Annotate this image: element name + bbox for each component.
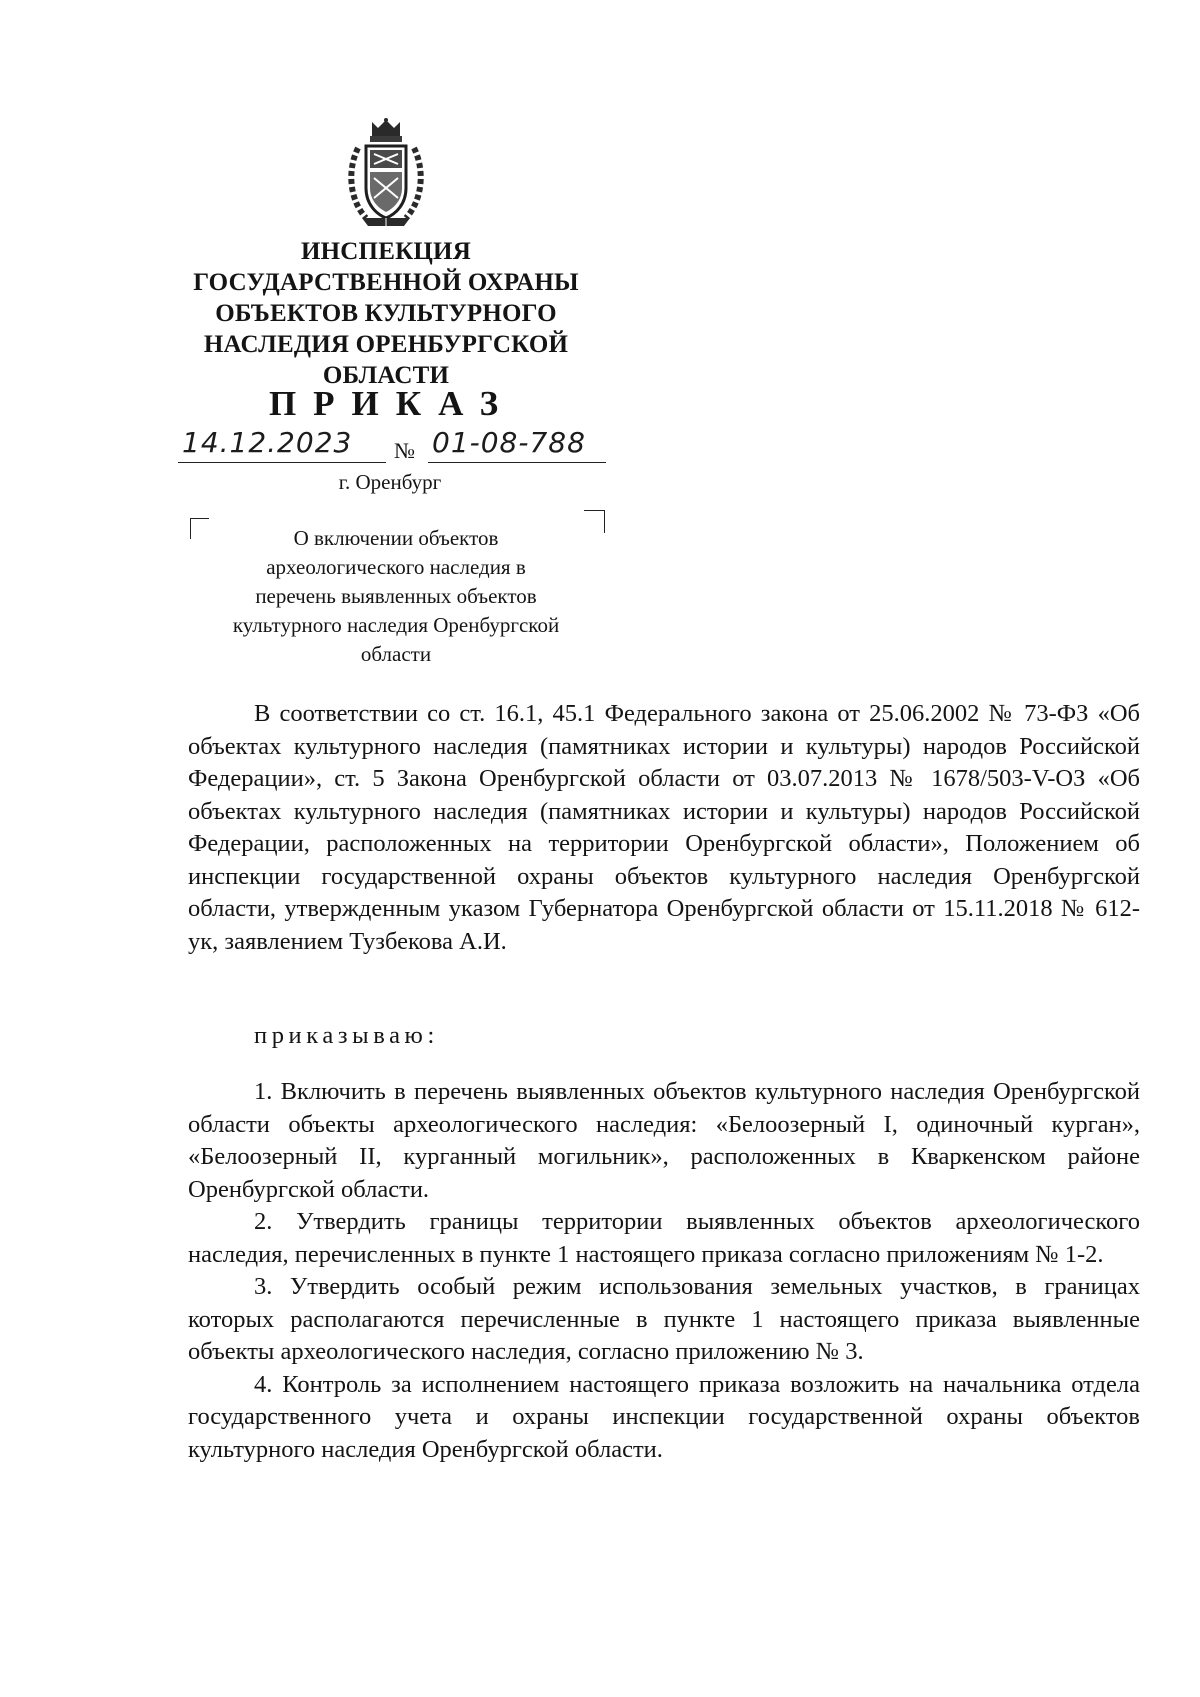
org-name-line: ОБЛАСТИ: [322, 362, 450, 389]
preamble-section: [188, 698, 1140, 958]
order-word: приказываю:: [254, 1022, 439, 1049]
order-items: [188, 1076, 1140, 1466]
order-item: 4. Контроль за исполнением настоящего приказа возложить на начальника отдела государственного учета и охраны инспекции государственной охраны объектов культурного наследия Оренбургской области.: [188, 1370, 1140, 1463]
document-subject: [196, 524, 596, 669]
handwritten-number: 01-08-788: [432, 426, 586, 459]
date-underline: [178, 462, 386, 463]
oblast-coat-of-arms-icon: [344, 118, 428, 230]
subject-line: археологического наследия в: [266, 555, 526, 579]
org-name-line: ГОСУДАРСТВЕННОЙ ОХРАНЫ: [193, 269, 579, 296]
subject-line: области: [360, 642, 432, 666]
date-number-line: [170, 426, 610, 466]
org-name-line: ИНСПЕКЦИЯ: [301, 238, 471, 265]
number-sign: №: [394, 438, 415, 463]
preamble-paragraph: В соответствии со ст. 16.1, 45.1 Федерального закона от 25.06.2002 № 73-ФЗ «Об объектах культурного наследия (памятниках истории и культуры) народов Российской Федерации», ст. 5 Закона Оренбургской области от 03.07.2013 № 1678/503-V-ОЗ «Об объектах культурного наследия (памятниках истории и культуры) народов Российской Федерации, расположенных на территории Оренбургской области», Положением об инспекции государственной охраны объектов культурного наследия Оренбургской области, утвержденным указом Губернатора Оренбургской области от 15.11.2018 № 612-ук, заявлением Тузбекова А.И.: [188, 700, 1140, 955]
document-type-title: ПРИКАЗ: [268, 384, 516, 423]
city: г. Оренбург: [338, 470, 442, 494]
subject-line: перечень выявленных объектов: [255, 584, 537, 608]
org-name-line: ОБЪЕКТОВ КУЛЬТУРНОГО: [215, 300, 557, 327]
handwritten-date: 14.12.2023: [182, 426, 353, 459]
subject-line: культурного наследия Оренбургской: [232, 613, 560, 637]
org-name-line: НАСЛЕДИЯ ОРЕНБУРГСКОЙ: [203, 331, 569, 358]
order-item: 2. Утвердить границы территории выявленных объектов археологического наследия, перечисленных в пункте 1 настоящего приказа согласно приложениям № 1-2.: [188, 1208, 1140, 1268]
subject-line: О включении объектов: [293, 526, 499, 550]
organization-name: [170, 236, 602, 391]
number-underline: [428, 462, 606, 463]
order-item: 3. Утвердить особый режим использования земельных участков, в границах которых располагаются перечисленные в пункте 1 настоящего приказа выявленные объекты археологического наследия, согласно приложению № 3.: [188, 1273, 1140, 1365]
order-item: 1. Включить в перечень выявленных объектов культурного наследия Оренбургской области объекты археологического наследия: «Белоозерный I, одиночный курган», «Белоозерный II, курганный могильник», расположенных в Кваркенском районе Оренбургской области.: [188, 1078, 1140, 1203]
